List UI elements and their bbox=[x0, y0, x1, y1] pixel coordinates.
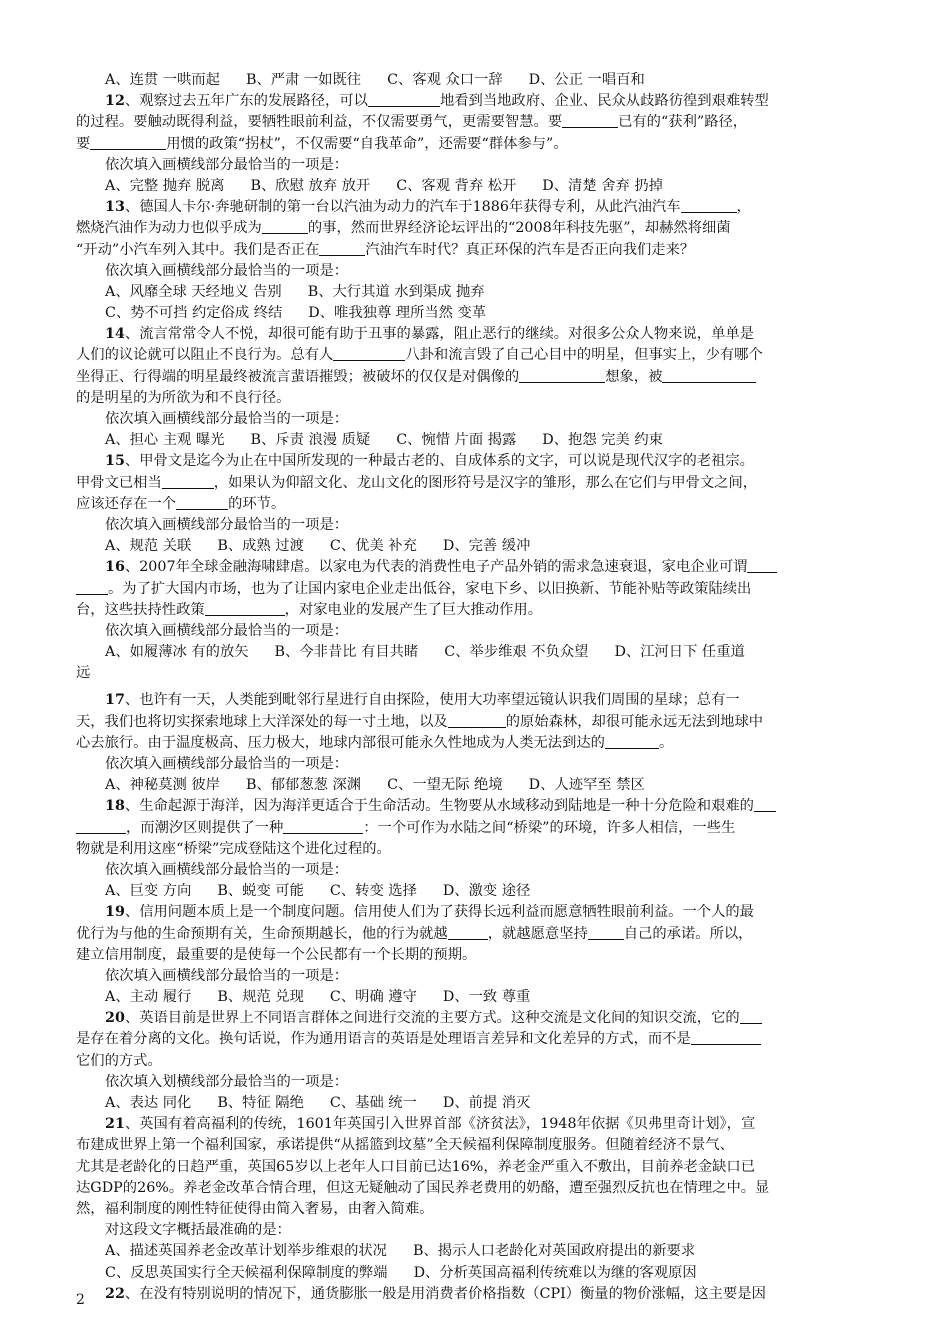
answer-blank bbox=[76, 819, 126, 834]
q20-line-1: 20、英语目前是世界上不同语言群体之间进行交流的主要方式。这种交流是文化间的知识交流，它的 bbox=[76, 1008, 882, 1029]
q13-line-1: 13、德国人卡尔·奔驰研制的第一台以汽油为动力的汽车于1886年获得专利，从此汽油汽车 ， bbox=[105, 199, 751, 216]
answer-blank bbox=[681, 198, 737, 213]
q19-line-1: 19、信用问题本质上是一个制度问题。信用使人们为了获得长远利益而愿意牺牲眼前利益。一个人的最 bbox=[105, 904, 754, 921]
answer-blank bbox=[605, 734, 659, 749]
q16-line-2: 。为了扩大国内市场，也为了让国内家电企业走出低谷，家电下乡、以旧换新、节能补贴等政策陆续出 bbox=[76, 579, 882, 600]
q21-line-1: 21、英国有着高福利的传统，1601年英国引入世界首部《济贫法》，1948年依据《贝弗里奇计划》，宣 bbox=[105, 1116, 756, 1133]
q13-prompt: 依次填入画横线部分最恰当的一项是： bbox=[105, 262, 349, 279]
q13-options-row-1 bbox=[76, 282, 882, 303]
q16-options bbox=[76, 642, 882, 663]
option-b: B、蜕变 可能 bbox=[217, 883, 304, 900]
q18-line-2: ，而潮汐区则提供了一种 ：一个可作为水陆之间“桥梁”的环境，许多人相信，一些生 bbox=[76, 818, 882, 839]
q20-options bbox=[76, 1093, 882, 1114]
answer-blank bbox=[562, 113, 618, 128]
answer-blank bbox=[691, 1030, 761, 1045]
question-number: 12 bbox=[105, 93, 125, 110]
option-a: A、风靡全球 天经地义 告别 bbox=[105, 283, 282, 300]
q21-options-row-2 bbox=[76, 1263, 882, 1284]
answer-blank bbox=[283, 819, 363, 834]
q21-options-row-1 bbox=[76, 1241, 882, 1262]
option-a: A、巨变 方向 bbox=[105, 883, 192, 900]
question-number: 15 bbox=[105, 453, 125, 470]
option-b: B、严肃 一如既往 bbox=[245, 72, 362, 88]
option-b: B、大行其道 水到渠成 抛弃 bbox=[307, 283, 485, 300]
q19-line-3: 建立信用制度，最重要的是使每一个公民都有一个长期的预期。 bbox=[76, 946, 477, 963]
q22-line-1: 22、在没有特别说明的情况下，通货膨胀一般是用消费者价格指数（CPI）衡量的物价涨幅，这主要是因 bbox=[105, 1285, 766, 1302]
answer-blank bbox=[448, 925, 488, 940]
q17-line-2: 天，我们也将切实探索地球上大洋深处的每一寸土地，以及 的原始森林，却很可能永远无法到地球中 bbox=[76, 713, 764, 730]
q19-prompt: 依次填入画横线部分最恰当的一项是： bbox=[105, 967, 349, 984]
answer-blank bbox=[662, 368, 756, 383]
page-number: 2 bbox=[76, 1292, 85, 1308]
option-a: A、表达 同化 bbox=[105, 1095, 192, 1111]
q11-options bbox=[76, 70, 882, 91]
option-c: C、反思英国实行全天候福利保障制度的弊端 bbox=[105, 1264, 388, 1281]
option-c: C、势不可挡 约定俗成 终结 bbox=[105, 305, 283, 322]
option-a: A、神秘莫测 彼岸 bbox=[105, 777, 220, 794]
question-number: 13 bbox=[105, 199, 125, 216]
answer-blank bbox=[588, 925, 624, 940]
option-d: D、激变 途径 bbox=[442, 883, 531, 900]
q13-line-3: “开动”小汽车列入其中。我们是否正在 汽油汽车时代？真正环保的汽车是否正向我们走来？ bbox=[76, 241, 695, 258]
q15-options bbox=[76, 536, 882, 557]
q19-options bbox=[76, 987, 882, 1008]
answer-blank bbox=[519, 368, 605, 383]
option-c: C、转变 选择 bbox=[329, 883, 417, 900]
q12-line-1: 12、观察过去五年广东的发展路径，可以 地看到当地政府、企业、民众从歧路彷徨到艰难转型 bbox=[105, 93, 769, 110]
q17-options bbox=[76, 775, 882, 796]
q20-line-2: 是存在着分离的文化。换句话说，作为通用语言的英语是处理语言差异和文化差异的方式，而不是 bbox=[76, 1029, 882, 1050]
answer-blank bbox=[740, 1009, 762, 1024]
document-page bbox=[76, 70, 882, 1305]
q21-prompt: 对这段文字概括最准确的是： bbox=[105, 1222, 291, 1239]
q13-options-row-2 bbox=[76, 303, 882, 324]
q18-line-1: 18、生命起源于海洋，因为海洋更适合于生命活动。生物要从水域移动到陆地是一种十分危险和艰难的 bbox=[76, 796, 882, 817]
question-number: 21 bbox=[105, 1116, 125, 1133]
option-c: C、举步维艰 不负众望 bbox=[444, 644, 589, 661]
q14-line-4: 的是明星的为所欲为和不良行径。 bbox=[76, 389, 291, 406]
q12-line-3: 要 用惯的政策“拐杖”，不仅需要“自我革命”，还需要“群体参与”。 bbox=[76, 135, 568, 152]
q21-line-2: 布建成世界上第一个福利国家，承诺提供“从摇篮到坟墓”全天候福利保障制度服务。但随着经济不景气、 bbox=[76, 1137, 734, 1154]
option-a: A、规范 关联 bbox=[105, 538, 192, 555]
q17-prompt: 依次填入画横线部分最恰当的一项是： bbox=[105, 756, 349, 772]
option-a: A、连贯 一哄而起 bbox=[105, 72, 220, 88]
option-d: D、分析英国高福利传统难以为继的客观原因 bbox=[413, 1264, 697, 1281]
q16-option-wrap: 远 bbox=[76, 665, 91, 682]
question-number: 16 bbox=[105, 559, 125, 576]
answer-blank bbox=[319, 241, 365, 256]
q12-prompt: 依次填入画横线部分最恰当的一项是： bbox=[105, 156, 349, 173]
q18-options bbox=[76, 881, 882, 902]
q13-line-2: 燃烧汽油作为动力也似乎成为 的事，然而世界经济论坛评出的“2008年科技先驱”，却赫然将细菌 bbox=[76, 220, 731, 237]
question-number: 17 bbox=[105, 692, 125, 709]
option-b: B、斥责 浪漫 质疑 bbox=[250, 432, 371, 449]
q20-line-3: 它们的方式。 bbox=[76, 1052, 162, 1069]
answer-blank bbox=[333, 346, 405, 361]
q12-line-2: 的过程。要触动既得利益，要牺牲眼前利益，不仅需要勇气，更需要智慧。要 已有的“获利”路径， bbox=[76, 114, 748, 131]
answer-blank bbox=[754, 797, 776, 812]
q17-line-1: 17、也许有一天，人类能到毗邻行星进行自由探险，使用大功率望远镜认识我们周围的星球；总有一 bbox=[105, 692, 740, 709]
q14-options bbox=[76, 430, 882, 451]
option-b: B、揭示人口老龄化对英国政府提出的新要求 bbox=[412, 1243, 696, 1260]
q18-prompt: 依次填入画横线部分最恰当的一项是： bbox=[105, 861, 349, 878]
q15-line-1: 15、甲骨文是迄今为止在中国所发现的一种最古老的、自成体系的文字，可以说是现代汉字的老祖宗。 bbox=[105, 453, 754, 470]
option-d: D、江河日下 任重道 bbox=[614, 644, 745, 661]
q21-line-3: 尤其是老龄化的日趋严重，英国65岁以上老年人口目前已达16%，养老金严重入不敷出，目前养老金缺口已 bbox=[76, 1158, 756, 1175]
option-c: C、客观 众口一辞 bbox=[387, 72, 503, 88]
option-b: B、特征 隔绝 bbox=[217, 1095, 304, 1111]
q14-prompt: 依次填入画横线部分最恰当的一项是： bbox=[105, 411, 349, 427]
q18-line-3: 物就是利用这座“桥梁”完成登陆这个进化过程的。 bbox=[76, 840, 391, 857]
answer-blank bbox=[176, 495, 228, 510]
option-c: C、基础 统一 bbox=[329, 1095, 417, 1111]
option-a: A、如履薄冰 有的放矢 bbox=[105, 644, 249, 661]
option-b: B、今非昔比 有目共睹 bbox=[274, 644, 419, 661]
option-a: A、完整 抛弃 脱离 bbox=[105, 177, 225, 194]
answer-blank bbox=[76, 580, 108, 595]
option-c: C、惋惜 片面 揭露 bbox=[396, 432, 517, 449]
q12-options bbox=[76, 176, 882, 197]
q21-line-5: 然，福利制度的刚性特征使得由简入奢易，由奢入简难。 bbox=[76, 1200, 434, 1217]
q14-line-1: 14、流言常常令人不悦，却很可能有助于丑事的暴露，阻止恶行的继续。对很多公众人物来说，单单是 bbox=[105, 326, 754, 343]
option-c: C、客观 背弃 松开 bbox=[396, 177, 517, 194]
option-a: A、描述英国养老金改革计划举步维艰的状况 bbox=[105, 1243, 387, 1260]
question-number: 18 bbox=[105, 798, 125, 815]
q16-prompt: 依次填入画横线部分最恰当的一项是： bbox=[105, 622, 349, 639]
option-d: D、一致 尊重 bbox=[442, 989, 531, 1006]
option-b: B、郁郁葱葱 深渊 bbox=[245, 777, 362, 794]
option-b: B、规范 兑现 bbox=[217, 989, 304, 1006]
answer-blank bbox=[162, 474, 214, 489]
q21-line-4: 达GDP的26%。养老金改革合情合理，但这无疑触动了国民养老费用的奶酪，遭至强烈反抗也在情理之中。显 bbox=[76, 1179, 770, 1196]
q20-prompt: 依次填入划横线部分最恰当的一项是： bbox=[105, 1073, 349, 1090]
q15-prompt: 依次填入画横线部分最恰当的一项是： bbox=[105, 516, 349, 533]
answer-blank bbox=[90, 135, 166, 150]
answer-blank bbox=[205, 601, 285, 616]
option-a: A、主动 履行 bbox=[105, 989, 192, 1006]
option-b: B、成熟 过渡 bbox=[217, 538, 304, 555]
option-c: C、明确 遵守 bbox=[329, 989, 417, 1006]
option-d: D、人迹罕至 禁区 bbox=[528, 777, 645, 794]
question-number: 22 bbox=[105, 1285, 125, 1302]
answer-blank bbox=[448, 713, 506, 728]
q14-line-3: 坐得正、行得端的明星最终被流言蜚语摧毁；被破坏的仅仅是对偶像的 想象，被 bbox=[76, 367, 882, 388]
question-number: 14 bbox=[105, 326, 125, 343]
option-d: D、抱怨 完美 约束 bbox=[542, 432, 663, 449]
option-d: D、完善 缓冲 bbox=[442, 538, 531, 555]
q16-line-1: 16、2007年全球金融海啸肆虐。以家电为代表的消费性电子产品外销的需求急速衰退，家电企业可谓 bbox=[76, 557, 882, 578]
option-c: C、优美 补充 bbox=[329, 538, 417, 555]
option-d: D、公正 一唱百和 bbox=[528, 72, 645, 88]
option-d: D、前提 消灭 bbox=[442, 1095, 531, 1111]
option-c: C、一望无际 绝境 bbox=[387, 777, 503, 794]
q14-line-2: 人们的议论就可以阻止不良行为。总有人 八卦和流言毁了自己心目中的明星，但事实上，少有哪个 bbox=[76, 347, 763, 364]
option-a: A、担心 主观 曝光 bbox=[105, 432, 225, 449]
option-d: D、清楚 舍弃 扔掉 bbox=[542, 177, 663, 194]
q16-line-3: 台，这些扶持性政策 ，对家电业的发展产生了巨大推动作用。 bbox=[76, 601, 543, 618]
answer-blank bbox=[262, 219, 308, 234]
q15-line-3: 应该还存在一个 的环节。 bbox=[76, 495, 286, 512]
q17-line-3: 心去旅行。由于温度极高、压力极大，地球内部很可能永久性地成为人类无法到达的 。 bbox=[76, 734, 674, 751]
answer-blank bbox=[368, 92, 440, 107]
answer-blank bbox=[747, 558, 777, 573]
question-number: 20 bbox=[105, 1010, 125, 1027]
option-d: D、唯我独尊 理所当然 变革 bbox=[308, 305, 487, 322]
option-b: B、欣慰 放弃 放开 bbox=[250, 177, 371, 194]
q15-line-2: 甲骨文已相当 ，如果认为仰韶文化、龙山文化的图形符号是汉字的雏形，那么在它们与甲骨文之间， bbox=[76, 474, 758, 491]
q19-line-2: 优行为与他的生命预期有关，生命预期越长，他的行为就越 ，就越愿意坚持 自己的承诺。所以， bbox=[76, 925, 753, 942]
question-number: 19 bbox=[105, 904, 125, 921]
